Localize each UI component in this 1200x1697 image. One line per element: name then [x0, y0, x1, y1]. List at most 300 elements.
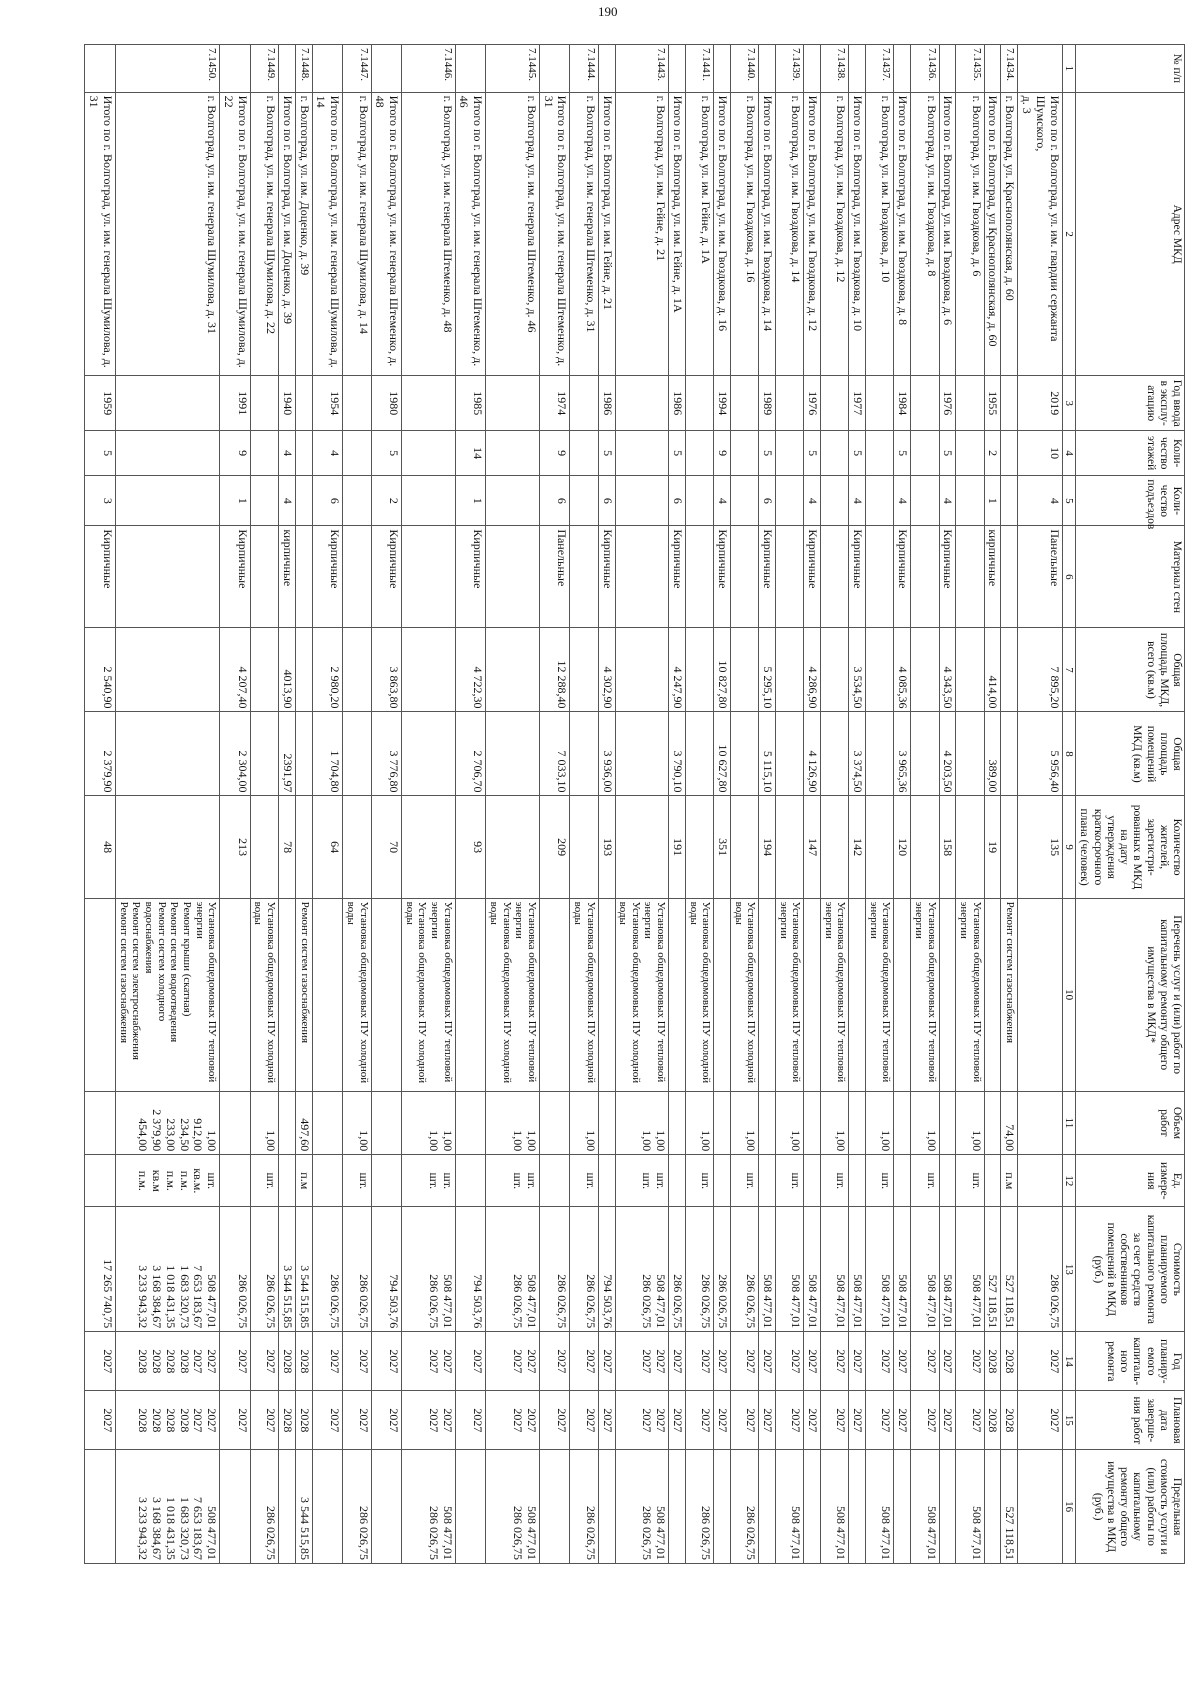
- premises-area: [685, 712, 713, 796]
- residents-count: [402, 796, 456, 898]
- total-row: [804, 45, 821, 1564]
- completion-date-line: 2028: [177, 1408, 192, 1433]
- floors-count: [402, 430, 456, 475]
- work-types: [85, 898, 116, 1091]
- residents-count: [1001, 796, 1018, 898]
- planned-year-line: 2028: [280, 1349, 295, 1374]
- work-types-line: Установка общедомовых ПУ холодной воды: [403, 901, 429, 1084]
- premises-area: [866, 712, 894, 796]
- residents-count: [911, 796, 939, 898]
- floors-count: 5: [894, 430, 911, 475]
- residents-count: [956, 796, 984, 898]
- residents-count: [116, 796, 220, 898]
- planned-cost-line: 3 544 515,85: [297, 1265, 312, 1329]
- work-volume: [685, 1091, 713, 1155]
- work-types-line: Установка общедомовых ПУ холодной воды: [732, 901, 758, 1084]
- entrances-count: [1001, 476, 1018, 526]
- work-volume-line: 1,00: [879, 1130, 894, 1152]
- wall-material: Кирпичные: [714, 526, 731, 628]
- table-row: [956, 45, 984, 1564]
- planned-year-line: 2027: [789, 1349, 804, 1374]
- premises-area: 10 627,80: [714, 712, 731, 796]
- planned-year-line: 2027: [941, 1349, 956, 1374]
- commission-year: [402, 376, 456, 430]
- cost-limit: [220, 1450, 251, 1564]
- entrances-count: 4: [714, 476, 731, 526]
- planned-year: [116, 1332, 220, 1391]
- floors-count: [685, 430, 713, 475]
- work-types: [866, 898, 894, 1091]
- address-line: Итого по г. Волгоград, ул. им. гвардии сержанта Шумского,: [1033, 95, 1062, 342]
- floors-count: 10: [1018, 430, 1062, 475]
- commission-year: 1976: [939, 376, 956, 430]
- floors-count: [343, 430, 371, 475]
- total-area: 12 288,40: [539, 628, 570, 712]
- total-area: [776, 628, 804, 712]
- column-number-12: 12: [1062, 1155, 1076, 1207]
- work-volume-line: 1,00: [654, 1130, 669, 1152]
- completion-date: [312, 1391, 343, 1450]
- work-types: [402, 898, 456, 1091]
- entrances-count: [402, 476, 456, 526]
- work-volume: [220, 1091, 251, 1155]
- premises-area: 2 706,70: [455, 712, 486, 796]
- address: [984, 92, 1001, 376]
- commission-year: [295, 376, 312, 430]
- residents-count: 120: [894, 796, 911, 898]
- completion-date: [279, 1391, 296, 1450]
- work-types-line: Ремонт систем электроснабжения: [130, 901, 143, 1060]
- address-line: г. Волгоград, ул. им. Гвоздкова, д. 16: [744, 95, 759, 283]
- floors-count: [776, 430, 804, 475]
- address: [730, 92, 758, 376]
- wall-material: [615, 526, 669, 628]
- floors-count: [730, 430, 758, 475]
- commission-year: [821, 376, 849, 430]
- total-area: [116, 628, 220, 712]
- wall-material: [685, 526, 713, 628]
- unit-line: п.м: [297, 1172, 312, 1190]
- completion-date: [759, 1391, 776, 1450]
- total-area: [1001, 628, 1018, 712]
- unit-line: шт.: [879, 1172, 894, 1190]
- address-line: Итого по г. Волгоград, ул. им. генерала Штеменко, д. 31: [541, 95, 570, 367]
- row-number: [598, 45, 615, 93]
- column-number-5: 5: [1062, 476, 1076, 526]
- cost-limit-line: 286 026,75: [511, 1506, 526, 1560]
- column-header-5: Коли-чество подъездов: [1076, 476, 1185, 526]
- cost-limit: [343, 1450, 371, 1564]
- work-volume-line: 1,00: [583, 1130, 598, 1152]
- planned-cost-line: 794 503,76: [600, 1274, 615, 1329]
- work-volume-line: 233,00: [163, 1118, 178, 1152]
- residents-count: [295, 796, 312, 898]
- planned-year: [279, 1332, 296, 1391]
- entrances-count: 6: [669, 476, 686, 526]
- unit: [402, 1155, 456, 1207]
- work-types: [956, 898, 984, 1091]
- total-area: 4 343,50: [939, 628, 956, 712]
- unit: [804, 1155, 821, 1207]
- cost-limit: [759, 1450, 776, 1564]
- cost-limit-line: 3 233 943,32: [136, 1497, 151, 1560]
- planned-year-line: 2027: [896, 1349, 911, 1374]
- address: [1001, 92, 1018, 376]
- planned-year: [250, 1332, 278, 1391]
- completion-date: [455, 1391, 486, 1450]
- wall-material: Кирпичные: [849, 526, 866, 628]
- premises-area: 2 304,00: [220, 712, 251, 796]
- planned-cost-line: 508 477,01: [761, 1274, 776, 1329]
- work-types-line: Ремонт систем газоснабжения: [298, 901, 311, 1044]
- completion-date-line: 2027: [969, 1408, 984, 1433]
- entrances-count: 4: [894, 476, 911, 526]
- floors-count: 5: [371, 430, 402, 475]
- work-volume-line: 1,00: [834, 1130, 849, 1152]
- entrances-count: 6: [759, 476, 776, 526]
- column-header-8: Общая площадь помещений МКД (кв.м): [1076, 712, 1185, 796]
- completion-date: [116, 1391, 220, 1450]
- floors-count: 9: [220, 430, 251, 475]
- planned-cost: [116, 1207, 220, 1332]
- planned-cost-line: 3 233 943,32: [136, 1265, 151, 1329]
- entrances-count: [776, 476, 804, 526]
- planned-year-line: 2027: [191, 1349, 206, 1374]
- commission-year: [866, 376, 894, 430]
- wall-material: [956, 526, 984, 628]
- total-area: [295, 628, 312, 712]
- table-row: [685, 45, 713, 1564]
- column-number-row: [1062, 45, 1076, 1564]
- address-line: Итого по г. Волгоград, ул. им. Гвоздкова, д. 6: [941, 95, 956, 326]
- completion-date-line: 2027: [264, 1408, 279, 1433]
- total-area: [911, 628, 939, 712]
- entrances-count: [866, 476, 894, 526]
- planned-year-line: 2028: [986, 1349, 1001, 1374]
- total-area: [685, 628, 713, 712]
- commission-year: 1984: [894, 376, 911, 430]
- commission-year: 1991: [220, 376, 251, 430]
- commission-year: [486, 376, 540, 430]
- residents-count: [685, 796, 713, 898]
- completion-date-line: 2027: [205, 1408, 220, 1433]
- completion-date-line: 2028: [136, 1408, 151, 1433]
- planned-cost-line: 1 018 431,35: [163, 1265, 178, 1329]
- unit: [539, 1155, 570, 1207]
- residents-count: 142: [849, 796, 866, 898]
- premises-area: 5 115,10: [759, 712, 776, 796]
- address: [402, 92, 456, 376]
- address-line: г. Волгоград, ул. им. Доценко, д. 39: [297, 95, 312, 276]
- commission-year: [685, 376, 713, 430]
- entrances-count: 4: [849, 476, 866, 526]
- work-volume: [312, 1091, 343, 1155]
- floors-count: [911, 430, 939, 475]
- floors-count: 5: [85, 430, 116, 475]
- total-area: 4 302,90: [598, 628, 615, 712]
- table-row: [911, 45, 939, 1564]
- total-row: [455, 45, 486, 1564]
- commission-year: 1994: [714, 376, 731, 430]
- work-types-line: Ремонт систем газоснабжения: [117, 901, 130, 1044]
- planned-cost: [759, 1207, 776, 1332]
- total-area: [615, 628, 669, 712]
- address-line: Итого по г. Волгоград, ул. им. генерала Шумилова, д. 31: [87, 95, 116, 368]
- unit-line: кв.м.: [191, 1168, 206, 1194]
- planned-year: [539, 1332, 570, 1391]
- work-volume-line: 1,00: [924, 1130, 939, 1152]
- planned-cost-line: 3 544 515,85: [280, 1265, 295, 1329]
- cost-limit: [312, 1450, 343, 1564]
- planned-cost-line: 286 026,75: [640, 1274, 655, 1329]
- planned-year: [685, 1332, 713, 1391]
- row-number: 7.1448.: [295, 45, 312, 93]
- entrances-count: 1: [984, 476, 1001, 526]
- column-number-8: 8: [1062, 712, 1076, 796]
- work-volume: [911, 1091, 939, 1155]
- completion-date: [984, 1391, 1001, 1450]
- completion-date: [1001, 1391, 1018, 1450]
- completion-date: [220, 1391, 251, 1450]
- premises-area: [295, 712, 312, 796]
- work-types-line: Установка общедомовых ПУ тепловой энергии: [193, 901, 219, 1083]
- unit: [730, 1155, 758, 1207]
- entrances-count: 4: [939, 476, 956, 526]
- planned-cost-line: 286 026,75: [555, 1274, 570, 1329]
- completion-date-line: 2027: [356, 1408, 371, 1433]
- planned-cost: [1001, 1207, 1018, 1332]
- completion-date: [849, 1391, 866, 1450]
- residents-count: 158: [939, 796, 956, 898]
- work-types: [821, 898, 849, 1091]
- cost-limit: [371, 1450, 402, 1564]
- wall-material: Кирпичные: [669, 526, 686, 628]
- planned-year-line: 2027: [205, 1349, 220, 1374]
- planned-cost: [570, 1207, 598, 1332]
- table-row: [116, 45, 220, 1564]
- wall-material: [343, 526, 371, 628]
- planned-cost-line: 286 026,75: [715, 1274, 730, 1329]
- commission-year: 1940: [279, 376, 296, 430]
- completion-date: [730, 1391, 758, 1450]
- cost-limit: [669, 1450, 686, 1564]
- premises-area: [1001, 712, 1018, 796]
- entrances-count: 4: [1018, 476, 1062, 526]
- cost-limit: [821, 1450, 849, 1564]
- entrances-count: [730, 476, 758, 526]
- planned-year-line: 2027: [761, 1349, 776, 1374]
- unit: [486, 1155, 540, 1207]
- work-types: [250, 898, 278, 1091]
- total-area: [486, 628, 540, 712]
- completion-date-line: 2027: [328, 1408, 343, 1433]
- residents-count: [615, 796, 669, 898]
- work-volume: [598, 1091, 615, 1155]
- row-number: 7.1446.: [402, 45, 456, 93]
- address-line: г. Волгоград, ул. им. генерала Шумилова, д. 22: [264, 95, 279, 335]
- planned-cost-line: 508 477,01: [851, 1274, 866, 1329]
- cost-limit-line: 286 026,75: [264, 1506, 279, 1560]
- completion-date: [615, 1391, 669, 1450]
- planned-year-line: 2028: [136, 1349, 151, 1374]
- commission-year: 1986: [598, 376, 615, 430]
- cost-limit: [730, 1450, 758, 1564]
- residents-count: [821, 796, 849, 898]
- address: [279, 92, 296, 376]
- residents-count: [343, 796, 371, 898]
- completion-date-line: 2028: [986, 1408, 1001, 1433]
- commission-year: 1954: [312, 376, 343, 430]
- completion-date-line: 2027: [524, 1408, 539, 1433]
- address: [714, 92, 731, 376]
- repair-plan-table: [84, 44, 1185, 1564]
- planned-year: [220, 1332, 251, 1391]
- row-number: [804, 45, 821, 93]
- residents-count: 78: [279, 796, 296, 898]
- completion-date-line: 2027: [600, 1408, 615, 1433]
- total-area: [821, 628, 849, 712]
- completion-date-line: 2027: [101, 1408, 116, 1433]
- cost-limit: [615, 1450, 669, 1564]
- work-volume: [939, 1091, 956, 1155]
- address: [250, 92, 278, 376]
- floors-count: 5: [804, 430, 821, 475]
- wall-material: [776, 526, 804, 628]
- completion-date-line: 2027: [583, 1408, 598, 1433]
- cost-limit-line: 286 026,75: [744, 1506, 759, 1560]
- commission-year: [911, 376, 939, 430]
- address: [371, 92, 402, 376]
- planned-year-line: 2028: [1003, 1349, 1018, 1374]
- work-types-line: Установка общедомовых ПУ тепловой энергии: [429, 901, 454, 1083]
- header-row: [1076, 45, 1185, 1564]
- floors-count: [956, 430, 984, 475]
- unit: [759, 1155, 776, 1207]
- column-header-11: Объем работ: [1076, 1091, 1185, 1155]
- completion-date-line: 2027: [806, 1408, 821, 1433]
- total-area: 7 895,20: [1018, 628, 1062, 712]
- address-line: г. Волгоград, ул. им. генерала Шумилова, д. 31: [205, 95, 220, 335]
- column-number-4: 4: [1062, 430, 1076, 475]
- unit-line: шт.: [969, 1172, 984, 1190]
- work-types-line: Установка общедомовых ПУ тепловой энергии: [912, 901, 938, 1083]
- completion-date: [866, 1391, 894, 1450]
- floors-count: [615, 430, 669, 475]
- work-types: [849, 898, 866, 1091]
- column-header-6: Материал стен: [1076, 526, 1185, 628]
- wall-material: Кирпичные: [312, 526, 343, 628]
- planned-year-line: 2027: [426, 1349, 441, 1374]
- floors-count: [570, 430, 598, 475]
- unit-line: шт.: [654, 1172, 669, 1190]
- address: [598, 92, 615, 376]
- cost-limit-line: 7 653 183,67: [191, 1497, 206, 1560]
- residents-count: 213: [220, 796, 251, 898]
- address-line: г. Волгоград, ул. им. Гвоздкова, д. 10: [879, 95, 894, 283]
- commission-year: [1001, 376, 1018, 430]
- work-volume-line: 1,00: [524, 1130, 539, 1152]
- total-area: 5 295,10: [759, 628, 776, 712]
- work-volume-line: 1,00: [699, 1130, 714, 1152]
- premises-area: 389,00: [984, 712, 1001, 796]
- planned-cost-line: 508 477,01: [806, 1274, 821, 1329]
- column-number-10: 10: [1062, 898, 1076, 1091]
- address: [116, 92, 220, 376]
- work-types: [714, 898, 731, 1091]
- completion-date-line: 2027: [654, 1408, 669, 1433]
- residents-count: 194: [759, 796, 776, 898]
- cost-limit: [1018, 1450, 1062, 1564]
- completion-date-line: 2027: [511, 1408, 526, 1433]
- work-types: [730, 898, 758, 1091]
- planned-cost-line: 7 653 183,67: [191, 1265, 206, 1329]
- planned-year: [615, 1332, 669, 1391]
- premises-area: 3 936,00: [598, 712, 615, 796]
- planned-year: [714, 1332, 731, 1391]
- unit: [911, 1155, 939, 1207]
- cost-limit-line: 3 544 515,85: [297, 1497, 312, 1560]
- planned-cost: [343, 1207, 371, 1332]
- premises-area: [615, 712, 669, 796]
- completion-date-line: 2027: [471, 1408, 486, 1433]
- unit: [455, 1155, 486, 1207]
- total-area: [250, 628, 278, 712]
- premises-area: [486, 712, 540, 796]
- planned-year: [776, 1332, 804, 1391]
- total-area: 4 247,90: [669, 628, 686, 712]
- work-volume-line: 912,00: [191, 1118, 206, 1152]
- planned-year: [894, 1332, 911, 1391]
- completion-date-line: 2027: [640, 1408, 655, 1433]
- wall-material: Кирпичные: [598, 526, 615, 628]
- column-header-2: Адрес МКД: [1076, 92, 1185, 376]
- address-line: г. Волгоград, ул. им. генерала Штеменко, д. 46: [524, 95, 539, 333]
- work-types: [295, 898, 312, 1091]
- commission-year: [615, 376, 669, 430]
- planned-cost-line: 286 026,75: [511, 1274, 526, 1329]
- total-area: 10 827,80: [714, 628, 731, 712]
- total-area: 414,00: [984, 628, 1001, 712]
- work-volume: [730, 1091, 758, 1155]
- premises-area: [116, 712, 220, 796]
- completion-date-line: 2027: [941, 1408, 956, 1433]
- premises-area: 5 956,40: [1018, 712, 1062, 796]
- wall-material: Кирпичные: [939, 526, 956, 628]
- address-line: г. Волгоград, ул. им. генерала Штеменко, д. 48: [440, 95, 455, 333]
- unit-line: шт.: [264, 1172, 279, 1190]
- cost-limit: [402, 1450, 456, 1564]
- work-types-line: Установка общедомовых ПУ тепловой энергии: [957, 901, 983, 1083]
- completion-date-line: 2027: [426, 1408, 441, 1433]
- planned-year-line: 2028: [163, 1349, 178, 1374]
- work-types: [804, 898, 821, 1091]
- work-volume-line: 1,00: [640, 1130, 655, 1152]
- address-line: г. Волгоград, ул. им. Гвоздкова, д. 12: [834, 95, 849, 283]
- entrances-count: 1: [455, 476, 486, 526]
- completion-date: [939, 1391, 956, 1450]
- completion-date-line: 2027: [834, 1408, 849, 1433]
- floors-count: 2: [984, 430, 1001, 475]
- floors-count: [116, 430, 220, 475]
- completion-date-line: 2027: [851, 1408, 866, 1433]
- residents-count: 64: [312, 796, 343, 898]
- entrances-count: 6: [539, 476, 570, 526]
- work-volume: [371, 1091, 402, 1155]
- work-volume: [570, 1091, 598, 1155]
- address-line: г. Волгоград, ул. им. Гвоздкова, д. 6: [969, 95, 984, 277]
- planned-year-line: 2027: [806, 1349, 821, 1374]
- unit: [939, 1155, 956, 1207]
